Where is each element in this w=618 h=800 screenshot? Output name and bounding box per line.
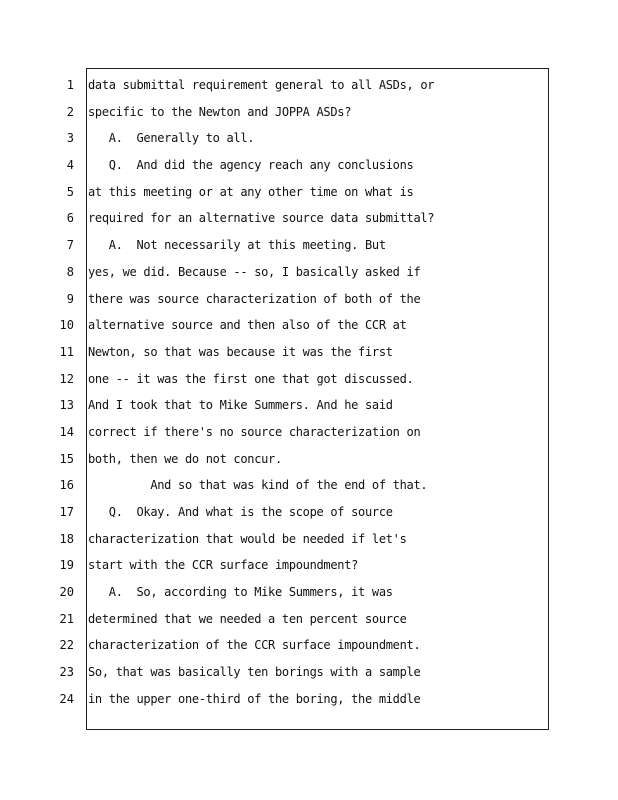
line-number: 4 xyxy=(66,158,74,173)
transcript-line: Newton, so that was because it was the first xyxy=(88,344,393,359)
transcript-line: there was source characterization of both of the xyxy=(88,291,421,306)
transcript-line: And so that was kind of the end of that. xyxy=(88,478,428,493)
line-number: 13 xyxy=(59,398,74,413)
transcript-line: alternative source and then also of the CCR at xyxy=(88,318,407,333)
line-number: 8 xyxy=(66,264,74,279)
transcript-line: characterization of the CCR surface impoundment. xyxy=(88,638,421,653)
line-number: 2 xyxy=(66,104,74,119)
transcript-line: A. Not necessarily at this meeting. But xyxy=(88,238,386,253)
line-number: 24 xyxy=(59,691,74,706)
line-number: 9 xyxy=(66,291,74,306)
line-number: 21 xyxy=(59,611,74,626)
line-number: 17 xyxy=(59,505,74,519)
line-number: 10 xyxy=(59,318,74,333)
transcript-line: one -- it was the first one that got discussed. xyxy=(88,371,414,386)
line-number: 7 xyxy=(66,238,74,253)
transcript-line: characterization that would be needed if let's xyxy=(88,531,407,546)
transcript-line: A. So, according to Mike Summers, it was xyxy=(88,585,393,600)
line-number: 3 xyxy=(66,131,74,146)
transcript-line: specific to the Newton and JOPPA ASDs? xyxy=(88,104,352,119)
transcript-line: in the upper one-third of the boring, the middle xyxy=(88,691,421,706)
transcript-line: So, that was basically ten borings with a sample xyxy=(88,665,421,680)
line-number: 1 xyxy=(66,78,74,92)
transcript-line: And I took that to Mike Summers. And he said xyxy=(88,398,393,413)
line-number-column xyxy=(40,72,74,713)
transcript-text xyxy=(88,72,546,713)
transcript-line: data submittal requirement general to all ASDs, or xyxy=(88,78,435,92)
transcript-line: Q. And did the agency reach any conclusions xyxy=(88,158,414,173)
transcript-line: at this meeting or at any other time on what is xyxy=(88,184,414,199)
line-number: 16 xyxy=(59,478,74,493)
transcript-line: required for an alternative source data submittal? xyxy=(88,211,435,226)
line-number: 12 xyxy=(59,371,74,386)
transcript-line: yes, we did. Because -- so, I basically asked if xyxy=(88,264,421,279)
line-number: 22 xyxy=(59,638,74,653)
line-number: 20 xyxy=(59,585,74,600)
transcript-line: both, then we do not concur. xyxy=(88,451,282,466)
transcript-line: start with the CCR surface impoundment? xyxy=(88,558,359,573)
transcript-line: Q. Okay. And what is the scope of source xyxy=(88,505,393,519)
line-number: 5 xyxy=(66,184,74,199)
line-number: 14 xyxy=(59,424,74,439)
line-number: 19 xyxy=(59,558,74,573)
transcript-line: A. Generally to all. xyxy=(88,131,255,146)
line-number: 18 xyxy=(59,531,74,546)
line-number: 6 xyxy=(66,211,74,226)
line-number: 23 xyxy=(59,665,74,680)
transcript-line: determined that we needed a ten percent source xyxy=(88,611,407,626)
line-number: 11 xyxy=(59,344,74,359)
transcript-line: correct if there's no source characterization on xyxy=(88,424,421,439)
line-number: 15 xyxy=(59,451,74,466)
